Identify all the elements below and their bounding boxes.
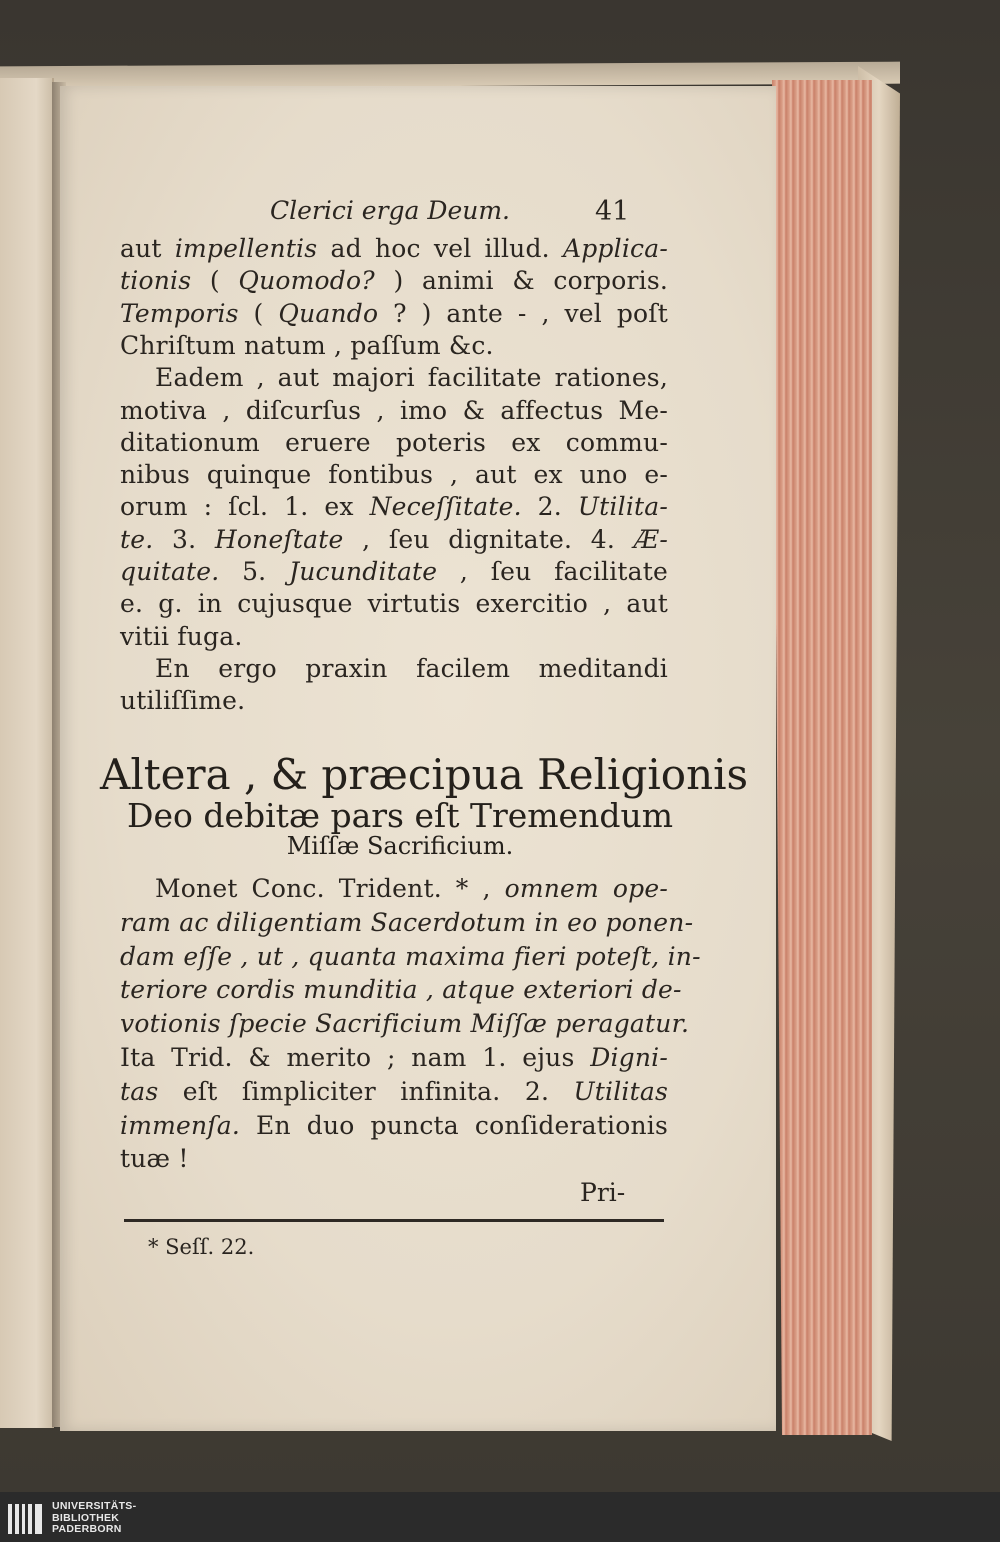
italic-text: Quomodo? xyxy=(238,266,375,296)
roman-text: utiliſſime. xyxy=(120,686,246,716)
left-facing-page xyxy=(0,78,54,1428)
roman-text: orum : ſcl. 1. ex xyxy=(120,492,370,522)
italic-text: quitate. xyxy=(120,557,220,586)
roman-text: 3. xyxy=(153,524,215,554)
text-line xyxy=(120,232,668,266)
footnote-rule xyxy=(124,1219,664,1222)
running-head: Clerici erga Deum. xyxy=(270,196,511,225)
roman-text: eſt ſimpliciter infinita. 2. xyxy=(158,1076,574,1106)
italic-text: Temporis xyxy=(120,298,239,328)
text-line xyxy=(120,1075,668,1109)
roman-text: 5. xyxy=(219,557,289,586)
italic-text: Honeſtate xyxy=(214,524,344,554)
roman-text: En ergo praxin facilem meditandi xyxy=(155,653,668,683)
italic-text: ram ac diligentiam Sacerdotum in eo ponen- xyxy=(120,907,694,937)
roman-text: Eadem , aut majori facilitate rationes, xyxy=(155,363,668,393)
roman-text: Monet Conc. Trident. * , xyxy=(155,874,505,903)
text-line xyxy=(120,523,668,557)
library-footer-bar xyxy=(0,1492,1000,1542)
italic-text: dam eſſe , ut , quanta maxima fieri poteſt, in- xyxy=(120,941,701,971)
roman-text: ? ) ante - , vel poſt xyxy=(378,298,668,328)
library-name-line-3: PADERBORN xyxy=(52,1523,122,1535)
section-heading-line-1: Altera , & præcipua Religionis xyxy=(100,750,749,799)
roman-text: , ſeu dignitate. 4. xyxy=(343,524,634,554)
catchword: Pri- xyxy=(580,1178,626,1207)
italic-text: Neceſſitate. xyxy=(369,492,522,522)
text-line xyxy=(120,297,668,331)
library-name-line-2: BIBLIOTHEK xyxy=(52,1511,120,1524)
text-line xyxy=(120,426,668,460)
text-line xyxy=(120,329,668,363)
roman-text: vitii fuga. xyxy=(120,621,243,651)
roman-text: nibus quinque fontibus , aut ex uno e- xyxy=(120,460,668,490)
text-line xyxy=(120,394,668,428)
italic-text: immenſa. xyxy=(120,1110,241,1140)
italic-text: Applica- xyxy=(562,234,668,263)
text-line xyxy=(120,1007,690,1041)
roman-text: En duo puncta conſiderationis xyxy=(240,1110,668,1140)
roman-text: ditationum eruere poteris ex commu- xyxy=(120,427,668,457)
footnote: * Seſſ. 22. xyxy=(148,1235,255,1259)
text-line xyxy=(120,940,701,974)
text-line xyxy=(120,490,668,524)
library-logo-icon xyxy=(8,1502,42,1534)
text-line xyxy=(120,458,668,492)
italic-text: tas xyxy=(120,1076,159,1106)
page-fore-edge xyxy=(772,80,872,1435)
library-name-line-1: UNIVERSITÄTS- xyxy=(52,1500,137,1512)
library-name xyxy=(52,1501,136,1536)
text-line xyxy=(120,1142,668,1176)
italic-text: Utilita- xyxy=(577,492,669,522)
italic-text: Digni- xyxy=(590,1043,668,1072)
roman-text: ( xyxy=(191,266,239,296)
text-line xyxy=(120,906,694,940)
italic-text: Jucunditate xyxy=(288,557,438,586)
book-cover-top-edge xyxy=(0,62,900,89)
section-heading-line-3: Miſſæ Sacrificium. xyxy=(286,832,514,860)
text-line xyxy=(155,361,668,395)
roman-text: Chriſtum natum , paſſum &c. xyxy=(120,330,494,360)
italic-text: Utilitas xyxy=(573,1076,668,1106)
roman-text: , ſeu facilitate xyxy=(437,557,669,586)
italic-text: te. xyxy=(120,524,154,554)
italic-text: impellentis xyxy=(174,234,318,263)
italic-text: votionis ſpecie Sacrificium Miſſæ peragatur. xyxy=(120,1009,690,1039)
text-line xyxy=(120,684,668,718)
italic-text: Quando xyxy=(278,298,379,328)
text-line xyxy=(155,872,668,906)
text-line xyxy=(155,652,668,686)
page-number: 41 xyxy=(595,196,630,227)
italic-text: tionis xyxy=(120,266,192,296)
roman-text: ( xyxy=(238,298,279,328)
roman-text: ) animi & corporis. xyxy=(374,266,668,296)
roman-text: 2. xyxy=(521,492,578,522)
text-line xyxy=(120,1041,668,1075)
roman-text: tuæ ! xyxy=(120,1144,189,1174)
roman-text: Ita Trid. & merito ; nam 1. ejus xyxy=(120,1043,591,1072)
section-heading-line-2: Deo debitæ pars eſt Tremendum xyxy=(127,796,673,835)
text-line xyxy=(120,587,668,621)
roman-text: motiva , diſcurſus , imo & affectus Me- xyxy=(120,395,668,425)
text-line xyxy=(120,620,668,654)
italic-text: omnem ope- xyxy=(504,874,668,903)
italic-text: Æ- xyxy=(633,524,668,554)
text-line xyxy=(120,264,668,298)
roman-text: e. g. in cujusque virtutis exercitio , aut xyxy=(120,589,668,619)
roman-text: ad hoc vel illud. xyxy=(317,234,563,263)
roman-text: aut xyxy=(120,234,175,263)
italic-text: teriore cordis munditia , atque exteriori de- xyxy=(120,975,682,1005)
text-line xyxy=(120,555,668,589)
text-line xyxy=(120,1109,668,1143)
text-line xyxy=(120,973,682,1007)
